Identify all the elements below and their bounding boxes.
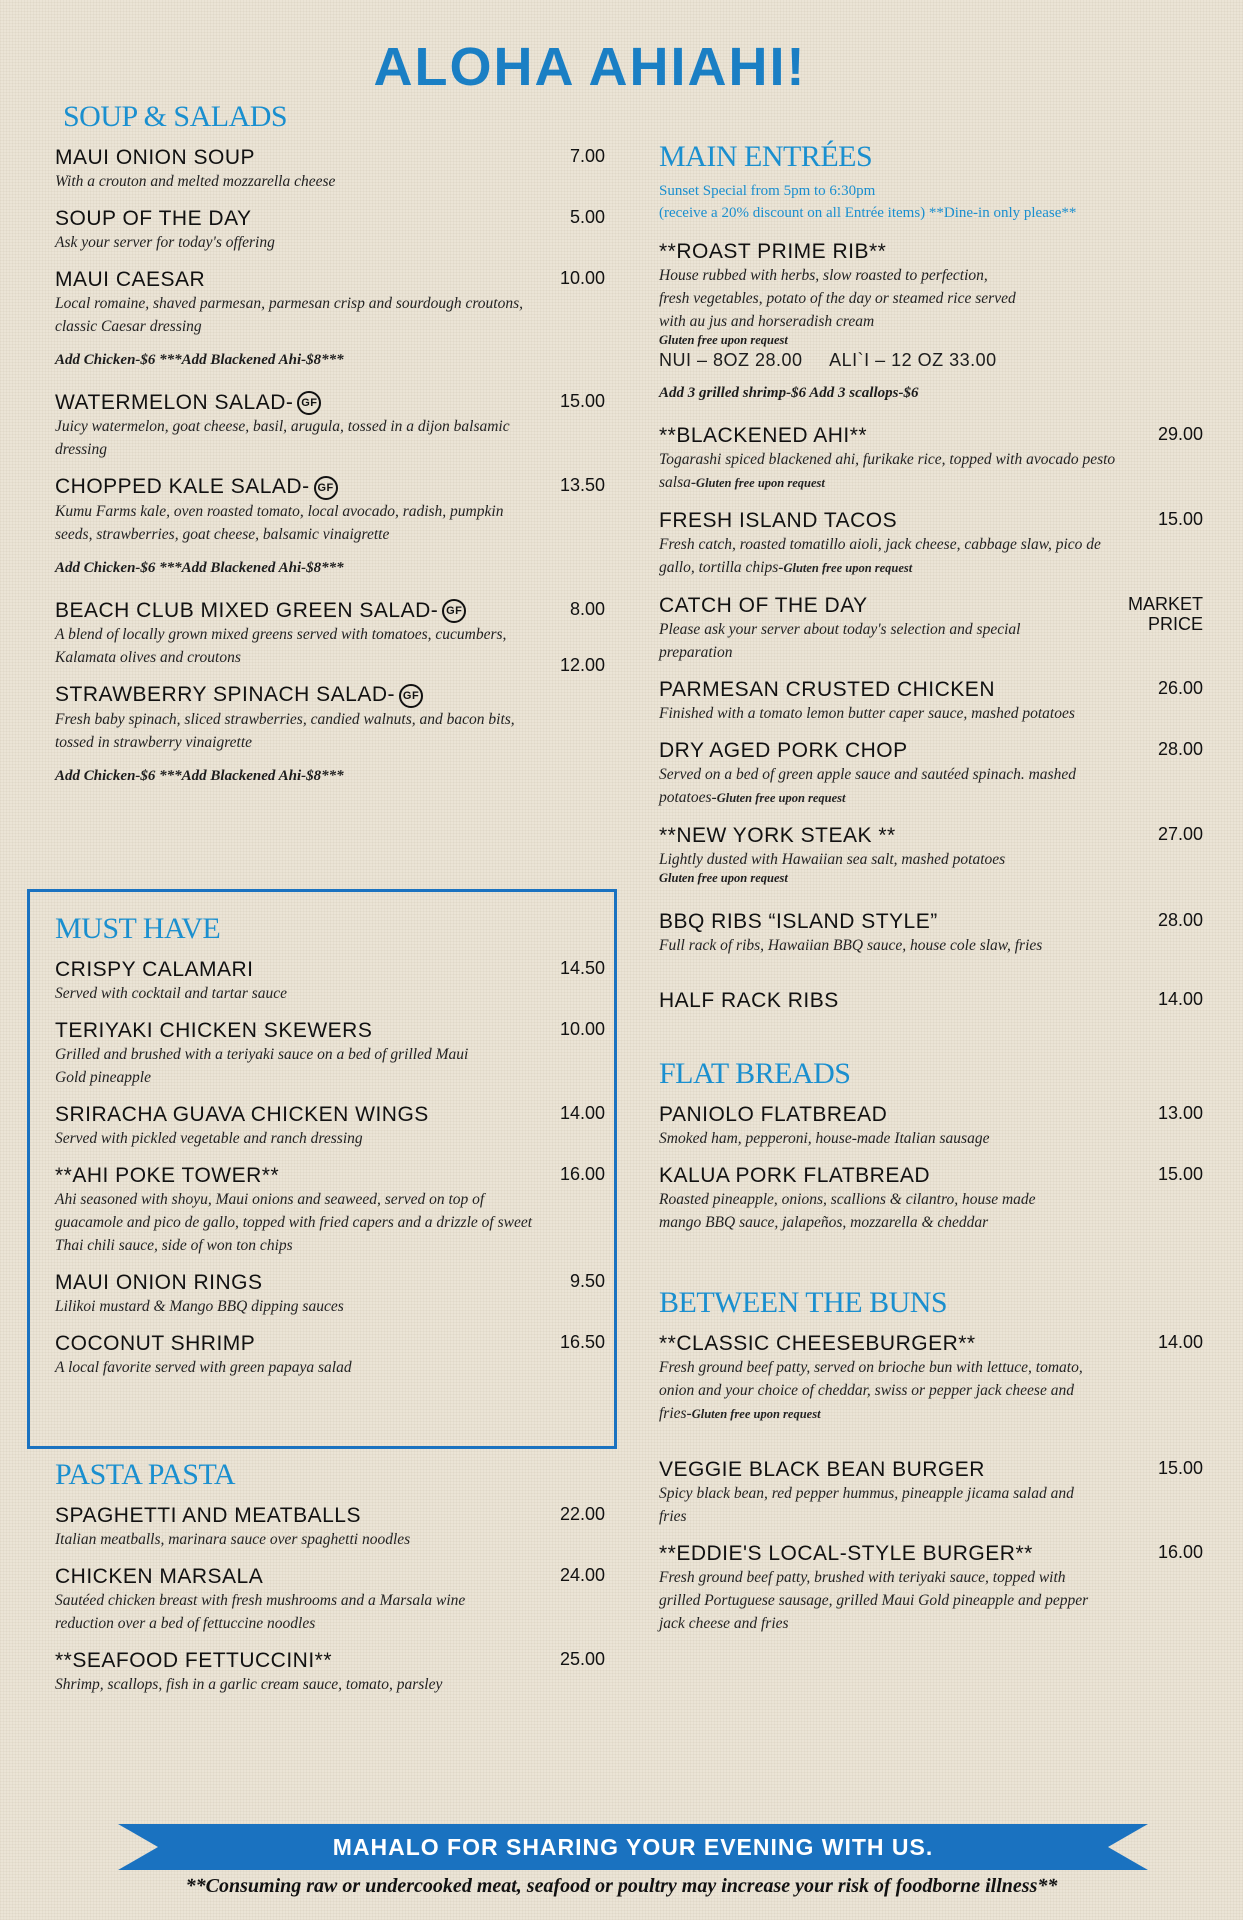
item-price: 10.00 bbox=[559, 268, 605, 288]
menu-item bbox=[55, 1164, 605, 1257]
section-title-mains: MAIN ENTRÉES bbox=[659, 140, 873, 173]
item-desc-text: Fresh ground beef patty, served on brioche bun with lettuce, tomato, onion and your choice of cheddar, swiss or pepper jack cheese and fries- bbox=[659, 1359, 1083, 1422]
item-desc: Local romaine, shaved parmesan, parmesan crisp and sourdough croutons, classic Caesar dressing bbox=[55, 295, 523, 335]
item-desc: Fresh baby spinach, sliced strawberries, candied walnuts, and bacon bits, tossed in strawberry vinaigrette bbox=[55, 710, 515, 751]
item-name: PARMESAN CRUSTED CHICKEN bbox=[659, 678, 995, 701]
item-desc: Lilikoi mustard & Mango BBQ dipping sauces bbox=[55, 1298, 344, 1315]
food-safety-disclaimer: **Consuming raw or undercooked meat, seafood or poultry may increase your risk of foodborne illness** bbox=[185, 1875, 1058, 1897]
item-price: 25.00 bbox=[559, 1649, 605, 1669]
menu-item bbox=[659, 910, 1203, 957]
item-name bbox=[55, 475, 428, 499]
item-desc: With a crouton and melted mozzarella cheese bbox=[55, 173, 336, 190]
gluten-free-note: Gluten free upon request bbox=[691, 1407, 821, 1421]
section-title-must-have: MUST HAVE bbox=[55, 912, 221, 945]
item-name: CATCH OF THE DAY bbox=[659, 594, 868, 617]
item-price: 16.00 bbox=[1157, 1542, 1203, 1562]
item-name: PANIOLO FLATBREAD bbox=[659, 1103, 888, 1126]
menu-item bbox=[659, 739, 1203, 810]
item-price: 16.00 bbox=[559, 1164, 605, 1184]
menu-item bbox=[55, 1504, 605, 1551]
gluten-free-icon: GF bbox=[399, 684, 423, 708]
menu-item bbox=[55, 958, 605, 1005]
item-name: KALUA PORK FLATBREAD bbox=[659, 1164, 931, 1187]
section-title-buns: BETWEEN THE BUNS bbox=[659, 1286, 948, 1319]
item-price: 27.00 bbox=[1157, 824, 1203, 844]
item-name: DRY AGED PORK CHOP bbox=[659, 739, 908, 762]
item-name: BBQ RIBS “ISLAND STYLE” bbox=[659, 910, 938, 933]
menu-item bbox=[55, 1649, 605, 1696]
item-name-text: CHOPPED KALE SALAD- bbox=[55, 475, 310, 499]
right-column bbox=[659, 140, 1203, 1649]
addon-note: Add Chicken-$6 ***Add Blackened Ahi-$8*** bbox=[55, 559, 344, 576]
special-line-1: Sunset Special from 5pm to 6:30pm bbox=[659, 183, 876, 199]
menu-item bbox=[55, 1565, 605, 1635]
menu-title: ALOHA AHIAHI! bbox=[373, 37, 807, 97]
item-price: 15.00 bbox=[1157, 509, 1203, 529]
item-desc bbox=[659, 1356, 1109, 1426]
item-desc: Fresh ground beef patty, brushed with teriyaki sauce, topped with grilled Portuguese sausage, grilled Maui Gold pineapple and pepper jack cheese and fries bbox=[659, 1569, 1089, 1632]
item-name: **EDDIE'S LOCAL-STYLE BURGER** bbox=[659, 1542, 1033, 1565]
item-name: SOUP OF THE DAY bbox=[55, 207, 252, 230]
menu-item bbox=[659, 989, 1203, 1013]
must-have-section bbox=[55, 912, 605, 1393]
item-price: 16.50 bbox=[559, 1332, 605, 1352]
item-price: 14.00 bbox=[1157, 1332, 1203, 1352]
item-desc: Full rack of ribs, Hawaiian BBQ sauce, house cole slaw, fries bbox=[659, 937, 1043, 954]
menu-item bbox=[55, 655, 605, 753]
item-desc: Ahi seasoned with shoyu, Maui onions and seaweed, served on top of guacamole and pico de gallo, topped with fried capers and a drizzle of sweet Thai chili sauce, side of won ton chips bbox=[55, 1191, 533, 1254]
item-desc: Smoked ham, pepperoni, house-made Italian sausage bbox=[659, 1130, 990, 1147]
banner-text: MAHALO FOR SHARING YOUR EVENING WITH US. bbox=[332, 1834, 934, 1860]
gluten-free-note: Gluten free upon request bbox=[783, 561, 913, 575]
menu-item-prime-rib bbox=[659, 240, 1203, 371]
item-price: 14.00 bbox=[1157, 989, 1203, 1009]
item-name-text: WATERMELON SALAD- bbox=[55, 391, 294, 414]
menu-item bbox=[55, 146, 605, 193]
item-price: 22.00 bbox=[559, 1504, 605, 1524]
item-price: 15.00 bbox=[1157, 1164, 1203, 1184]
menu-item bbox=[659, 594, 1203, 664]
item-desc: Please ask your server about today's selection and special preparation bbox=[659, 621, 1021, 661]
item-desc: Grilled and brushed with a teriyaki sauce on a bed of grilled Maui Gold pineapple bbox=[55, 1046, 469, 1086]
menu-item bbox=[55, 1103, 605, 1150]
menu-item bbox=[55, 207, 605, 254]
item-desc: House rubbed with herbs, slow roasted to perfection, fresh vegetables, potato of the day or steamed rice served with au jus and horseradish cream bbox=[659, 267, 1016, 330]
item-desc bbox=[659, 533, 1129, 580]
item-price: 14.50 bbox=[559, 958, 605, 978]
menu-item bbox=[55, 599, 605, 669]
item-price: 24.00 bbox=[559, 1565, 605, 1585]
item-name: **AHI POKE TOWER** bbox=[55, 1164, 280, 1187]
menu-item bbox=[659, 1164, 1203, 1234]
item-name: HALF RACK RIBS bbox=[659, 989, 839, 1012]
item-desc: Finished with a tomato lemon butter caper sauce, mashed potatoes bbox=[659, 705, 1075, 722]
menu-item bbox=[55, 1332, 605, 1379]
item-name-text: STRAWBERRY SPINACH SALAD- bbox=[55, 683, 396, 707]
item-desc-text: Served on a bed of green apple sauce and sautéed spinach. mashed potatoes- bbox=[659, 766, 1076, 806]
gluten-free-icon: GF bbox=[314, 476, 338, 500]
item-name: MAUI CAESAR bbox=[55, 268, 206, 291]
item-price: 29.00 bbox=[1157, 424, 1203, 444]
menu-item bbox=[55, 1271, 605, 1318]
sunset-special bbox=[659, 180, 1203, 224]
item-name: CRISPY CALAMARI bbox=[55, 958, 254, 981]
special-line-2: (receive a 20% discount on all Entrée items) **Dine-in only please** bbox=[659, 205, 1077, 221]
item-desc: Kumu Farms kale, oven roasted tomato, local avocado, radish, pumpkin seeds, strawberries, goat cheese, balsamic vinaigrette bbox=[55, 502, 504, 543]
item-desc-text: Togarashi spiced blackened ahi, furikake rice, topped with avocado pesto salsa- bbox=[659, 451, 1116, 491]
menu-item bbox=[659, 1542, 1203, 1635]
addon-note: Add 3 grilled shrimp-$6 Add 3 scallops-$6 bbox=[659, 385, 919, 401]
menu-item bbox=[659, 509, 1203, 580]
section-title-soups: SOUP & SALADS bbox=[63, 100, 288, 133]
gluten-free-note: Gluten free upon request bbox=[716, 791, 846, 805]
addon-note: Add Chicken-$6 ***Add Blackened Ahi-$8*** bbox=[55, 352, 344, 368]
item-name: **CLASSIC CHEESEBURGER** bbox=[659, 1332, 976, 1355]
item-price: 15.00 bbox=[1157, 1458, 1203, 1478]
item-name: CHICKEN MARSALA bbox=[55, 1565, 264, 1588]
section-title-pasta: PASTA PASTA bbox=[55, 1458, 236, 1491]
menu-item bbox=[55, 1019, 605, 1089]
item-name: **NEW YORK STEAK ** bbox=[659, 824, 896, 847]
gluten-free-icon: GF bbox=[297, 391, 321, 415]
item-desc-text: Fresh catch, roasted tomatillo aioli, jack cheese, cabbage slaw, pico de gallo, tortilla chips- bbox=[659, 536, 1101, 576]
item-name: FRESH ISLAND TACOS bbox=[659, 509, 898, 532]
item-name-text: BEACH CLUB MIXED GREEN SALAD- bbox=[55, 598, 439, 622]
menu-item bbox=[659, 1103, 1203, 1150]
item-price: 9.50 bbox=[569, 1271, 605, 1291]
item-name: **BLACKENED AHI** bbox=[659, 424, 868, 447]
left-column bbox=[55, 100, 605, 807]
prime-rib-sizes: NUI – 8OZ 28.00 ALI`I – 12 OZ 33.00 bbox=[659, 350, 997, 370]
gluten-free-note: Gluten free upon request bbox=[659, 871, 788, 885]
item-price: 7.00 bbox=[569, 146, 605, 166]
item-desc bbox=[659, 448, 1129, 495]
item-price: 10.00 bbox=[559, 1019, 605, 1039]
item-name: COCONUT SHRIMP bbox=[55, 1332, 256, 1355]
item-name: TERIYAKI CHICKEN SKEWERS bbox=[55, 1019, 373, 1042]
section-title-flatbreads: FLAT BREADS bbox=[659, 1057, 851, 1090]
item-name: MAUI ONION RINGS bbox=[55, 1271, 263, 1294]
item-name: **SEAFOOD FETTUCCINI** bbox=[55, 1649, 333, 1672]
item-price: 15.00 bbox=[559, 391, 605, 411]
addon-note: Add Chicken-$6 ***Add Blackened Ahi-$8*** bbox=[55, 767, 344, 784]
item-desc: Lightly dusted with Hawaiian sea salt, mashed potatoes bbox=[659, 851, 1006, 868]
item-price: 26.00 bbox=[1157, 678, 1203, 698]
item-desc: A local favorite served with green papaya salad bbox=[55, 1359, 352, 1376]
item-price: 28.00 bbox=[1157, 739, 1203, 759]
menu-item bbox=[55, 475, 605, 545]
menu-item bbox=[659, 1458, 1203, 1528]
item-price: 28.00 bbox=[1157, 910, 1203, 930]
item-name bbox=[55, 683, 513, 707]
item-name: SPAGHETTI AND MEATBALLS bbox=[55, 1504, 361, 1527]
item-name: VEGGIE BLACK BEAN BURGER bbox=[659, 1458, 985, 1481]
menu-item bbox=[55, 268, 605, 338]
menu-item bbox=[659, 678, 1203, 725]
gluten-free-icon: GF bbox=[442, 599, 466, 623]
item-price: 5.00 bbox=[569, 207, 605, 227]
gluten-free-note: Gluten free upon request bbox=[696, 476, 825, 490]
item-name: **ROAST PRIME RIB** bbox=[659, 240, 887, 263]
item-price: 13.00 bbox=[1157, 1103, 1203, 1123]
item-desc: Italian meatballs, marinara sauce over spaghetti noodles bbox=[55, 1531, 411, 1548]
item-price: 13.50 bbox=[559, 475, 605, 496]
item-desc: A blend of locally grown mixed greens served with tomatoes, cucumbers, Kalamata olives and croutons bbox=[55, 626, 507, 667]
item-desc bbox=[659, 763, 1129, 810]
item-desc: Sautéed chicken breast with fresh mushrooms and a Marsala wine reduction over a bed of fettuccine noodles bbox=[55, 1592, 466, 1632]
gluten-free-note: Gluten free upon request bbox=[659, 333, 788, 347]
item-desc: Roasted pineapple, onions, scallions & cilantro, house made mango BBQ sauce, jalapeños, mozzarella & cheddar bbox=[659, 1191, 1036, 1231]
item-price: 8.00 bbox=[569, 598, 605, 619]
item-desc: Shrimp, scallops, fish in a garlic cream sauce, tomato, parsley bbox=[55, 1676, 443, 1693]
item-desc: Juicy watermelon, goat cheese, basil, arugula, tossed in a dijon balsamic dressing bbox=[55, 418, 510, 459]
menu-item bbox=[659, 824, 1203, 886]
menu-item bbox=[659, 1332, 1203, 1426]
item-name bbox=[55, 391, 411, 415]
item-name: SRIRACHA GUAVA CHICKEN WINGS bbox=[55, 1103, 429, 1126]
item-name: MAUI ONION SOUP bbox=[55, 146, 256, 169]
item-price: 14.00 bbox=[559, 1103, 605, 1123]
menu-item bbox=[55, 391, 605, 461]
item-desc: Spicy black bean, red pepper hummus, pineapple jicama salad and fries bbox=[659, 1485, 1074, 1525]
pasta-section bbox=[55, 1458, 605, 1710]
item-price: MARKET PRICE bbox=[1127, 594, 1203, 634]
menu-item bbox=[659, 424, 1203, 495]
item-desc: Served with pickled vegetable and ranch dressing bbox=[55, 1130, 363, 1147]
item-desc: Served with cocktail and tartar sauce bbox=[55, 985, 288, 1002]
item-desc: Ask your server for today's offering bbox=[55, 234, 275, 251]
item-name bbox=[55, 599, 556, 623]
item-price: 12.00 bbox=[559, 655, 605, 676]
